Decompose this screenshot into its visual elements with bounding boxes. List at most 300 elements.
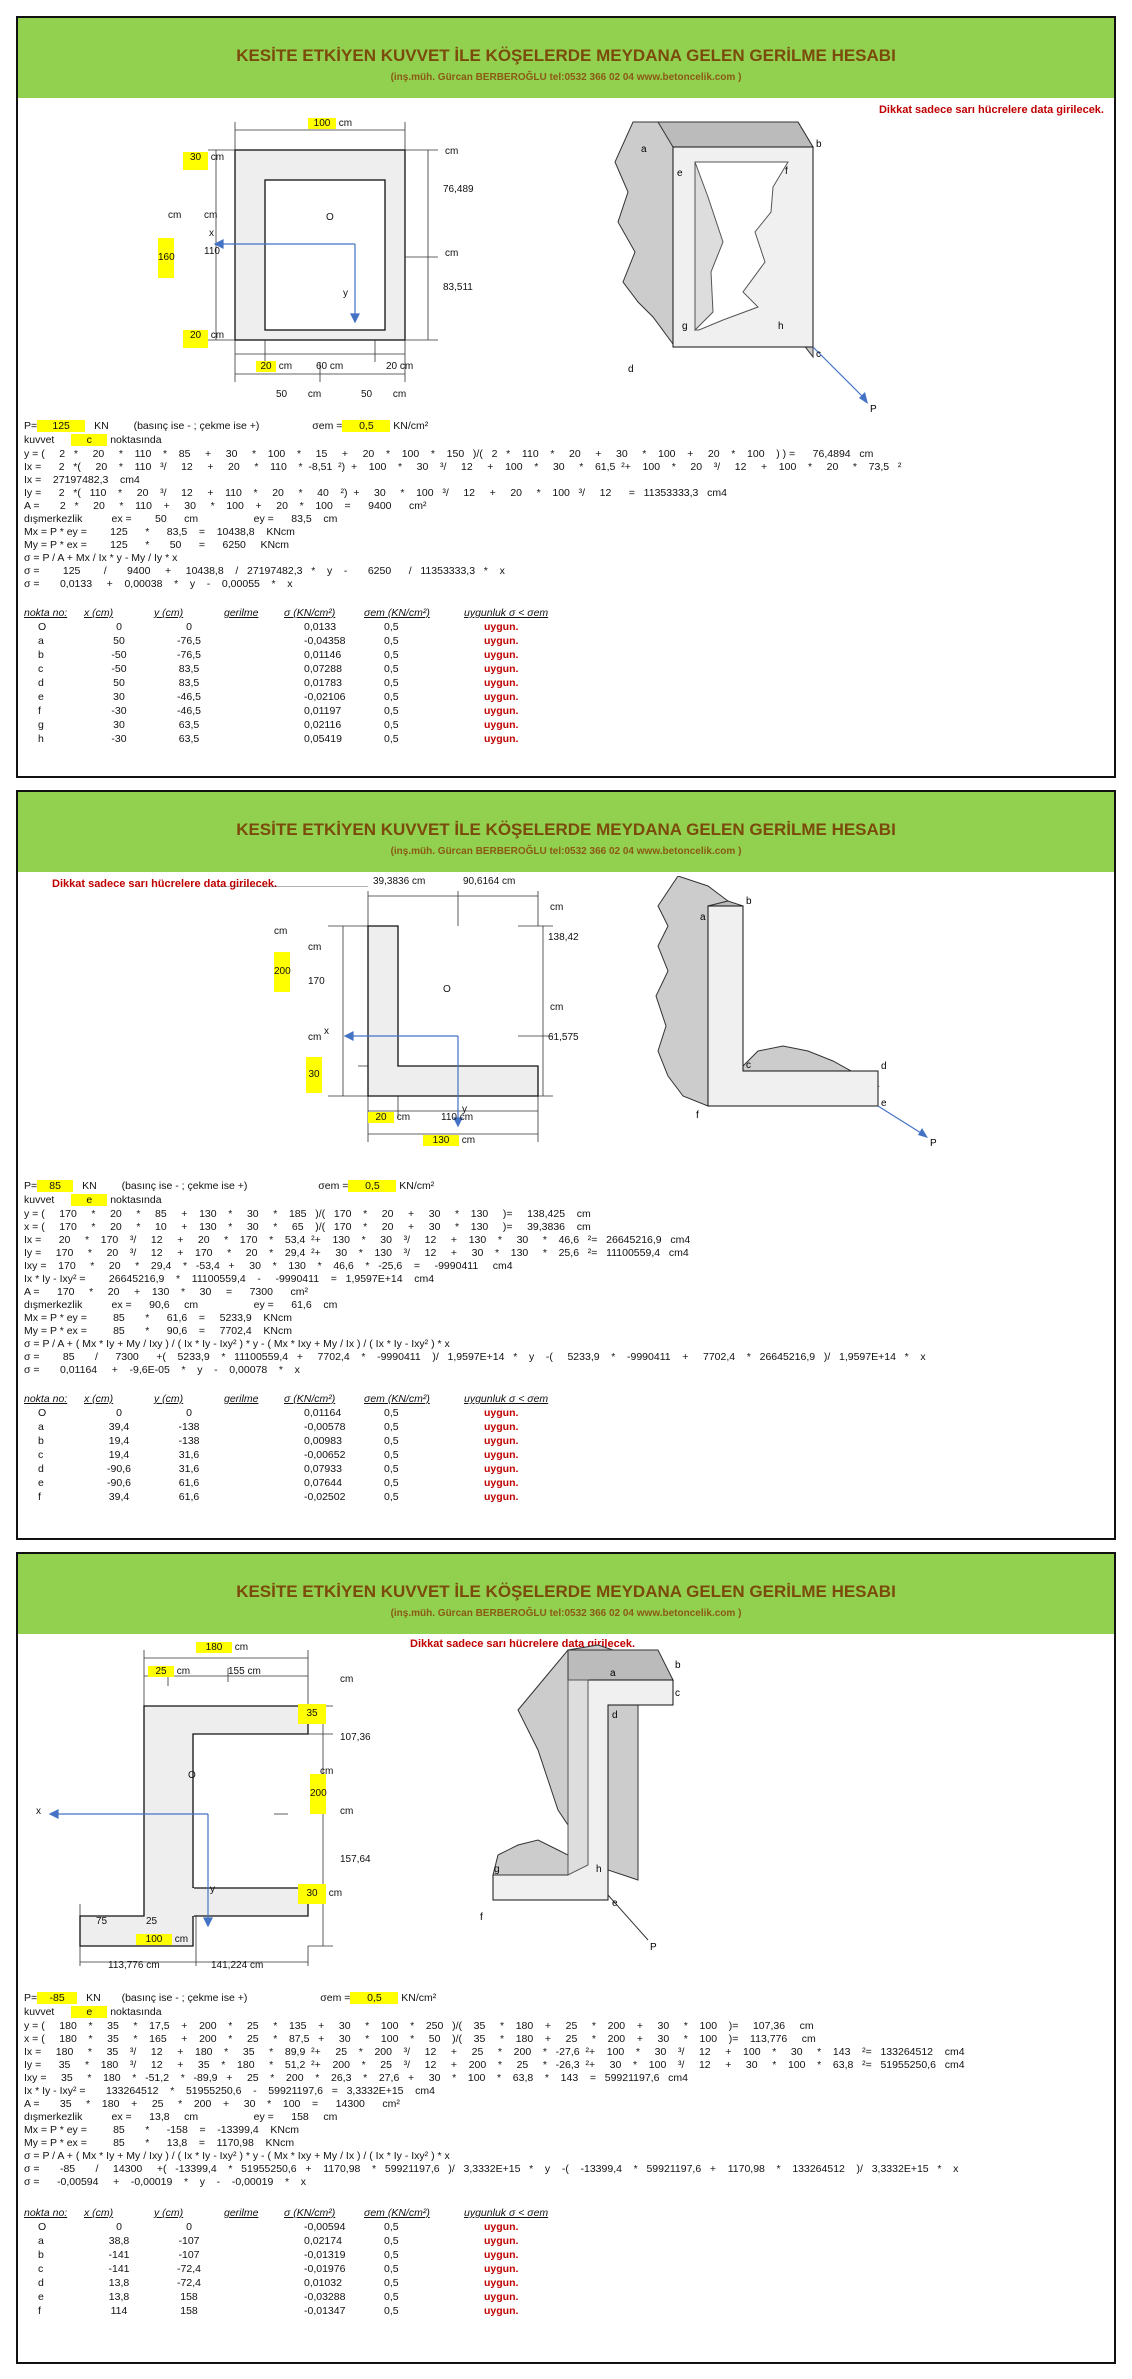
b-dim-110: 110	[441, 1112, 457, 1123]
unit-cm: cm	[176, 1666, 191, 1677]
calc-line: dışmerkezlik ex = 90,6 cm ey = 61,6 cm	[24, 1299, 338, 1311]
column-header: x (cm)	[84, 2207, 114, 2219]
svg-text:d: d	[612, 1710, 618, 1721]
calc-line: Ix = 20 * 170 ³/ 12 + 20 * 170 * 53,4 ²+ 130 * 30 ³/ 12 + 130 * 30 * 46,6 ²= 26645216,9 cm4	[24, 1234, 691, 1246]
table-cell: -0,00594	[304, 2221, 346, 2233]
table-cell: -138	[178, 1435, 200, 1447]
svg-text:a: a	[610, 1668, 616, 1679]
bot-right-wall-label: 20	[386, 361, 398, 372]
table-cell: 0,00983	[304, 1435, 342, 1447]
calc-line: Mx = P * ey = 125 * 83,5 = 10438,8 KNcm	[24, 526, 295, 538]
unit-cm: cm	[329, 361, 344, 372]
table-cell: -0,01347	[304, 2305, 346, 2317]
column-header: x (cm)	[84, 607, 114, 619]
table-cell: -0,04358	[304, 635, 346, 647]
sem-unit: KN/cm²	[393, 420, 429, 432]
unit-cm: cm	[278, 361, 293, 372]
table-cell: -30	[111, 705, 127, 717]
table-cell: c	[38, 2263, 44, 2275]
table-cell: -0,01319	[304, 2249, 346, 2261]
unit-cm: cm	[411, 876, 426, 887]
table-cell: 0,01783	[304, 677, 342, 689]
svg-text:h: h	[596, 1864, 602, 1875]
table-cell: uygun.	[484, 2221, 519, 2233]
table-row	[24, 2290, 564, 2304]
noktasinda-label: noktasında	[110, 2006, 162, 2018]
point-input[interactable]: c	[71, 434, 107, 446]
table-cell: 0,5	[384, 2263, 399, 2275]
table-row	[24, 662, 564, 676]
table-cell: uygun.	[484, 621, 519, 633]
table-row	[24, 1448, 564, 1462]
unit-cm: cm	[550, 902, 564, 913]
sem-input[interactable]: 0,5	[342, 420, 390, 432]
svg-text:d: d	[881, 1061, 887, 1072]
vert-dim-170: 170	[308, 976, 325, 987]
table-cell: uygun.	[484, 719, 519, 731]
svg-text:b: b	[746, 896, 752, 907]
unit-cm: cm	[399, 361, 414, 372]
table-cell: 19,4	[108, 1449, 130, 1461]
table-row	[24, 1406, 564, 1420]
svg-text:c: c	[816, 349, 821, 360]
table-row	[24, 648, 564, 662]
unit-cm: cm	[396, 1112, 411, 1123]
table-cell: uygun.	[484, 677, 519, 689]
section-3	[16, 1552, 1116, 2364]
calc-line: Mx = P * ey = 85 * 61,6 = 5233,9 KNcm	[24, 1312, 292, 1324]
section-1-banner	[18, 18, 1114, 98]
b-dim-113: 113,776	[108, 1960, 144, 1971]
point-input[interactable]: e	[71, 1194, 107, 1206]
table-cell: 114	[110, 2305, 128, 2317]
calc-line: Ix = 2 *( 20 * 110 ³/ 12 + 20 * 110 * -8,51 ²) + 100 * 30 ³/ 12 + 100 * 30 * 61,5 ²+ 100 * 20 ³/ 12 + 100 * 20 * 73,5 ²	[24, 461, 902, 473]
sem-label: σem =	[312, 420, 343, 432]
unit-cm: cm	[338, 118, 353, 129]
t-dim-2: 90,6164	[463, 876, 500, 887]
table-cell: 0,01032	[304, 2277, 342, 2289]
sem-label: σem =	[320, 1992, 351, 2004]
table-header-row	[24, 1392, 564, 1406]
bottom-flange-input[interactable]: 20	[183, 330, 208, 348]
noktasinda-label: noktasında	[110, 434, 162, 446]
l-section-drawing	[218, 886, 558, 1186]
table-cell: 0	[186, 2221, 192, 2233]
table-cell	[224, 2276, 284, 2290]
unit-cm: cm	[550, 1002, 564, 1013]
unit-cm: cm	[340, 1806, 354, 1817]
table-header-row	[24, 2206, 564, 2220]
calc-line: Iy = 35 * 180 ³/ 12 + 35 * 180 * 51,2 ²+ 200 * 25 ³/ 12 + 200 * 25 * -26,3 ²+ 30 * 100 ³/ 12 + 30 * 100 * 63,8 ²= 51955250,6 cm4	[24, 2059, 965, 2071]
warning-text: Dikkat sadece sarı hücrelere data girilecek.	[52, 878, 278, 890]
b-dim-141: 141,224	[211, 1960, 248, 1971]
unit-cm: cm	[445, 248, 459, 259]
table-row	[24, 1490, 564, 1504]
height-input[interactable]: 200	[274, 952, 290, 992]
column-header: gerilme	[224, 607, 259, 619]
table-cell: 0,07933	[304, 1463, 342, 1475]
table-cell: b	[38, 1435, 44, 1447]
table-cell	[224, 1476, 284, 1490]
p-input[interactable]: 125	[37, 420, 85, 432]
unit-cm: cm	[340, 1674, 354, 1685]
calc-line: My = P * ex = 125 * 50 = 6250 KNcm	[24, 539, 290, 551]
table-cell: a	[38, 1421, 44, 1433]
table-cell: 0	[116, 2221, 122, 2233]
r-dim-107: 107,36	[340, 1732, 371, 1743]
p-input[interactable]: -85	[37, 1992, 77, 2004]
point-input[interactable]: e	[71, 2006, 107, 2018]
table-row	[24, 2248, 564, 2262]
table-cell: 0,5	[384, 635, 399, 647]
calc-line: σ = -85 / 14300 +( -13399,4 * 51955250,6 + 1170,98 * 59921197,6 )/ 3,3332E+15 * y -( -13399,4 * 59921197,6 + 1170,98 * 133264512 )/ 3,3332E+15 * x	[24, 2163, 959, 2175]
table-cell: uygun.	[484, 2235, 519, 2247]
column-header: σ (KN/cm²)	[284, 2207, 336, 2219]
table-cell: 0,5	[384, 1421, 399, 1433]
table-cell: uygun.	[484, 2291, 519, 2303]
top-flange-input[interactable]: 30	[183, 152, 208, 170]
table-cell: 38,8	[108, 2235, 130, 2247]
table-cell: 0,5	[384, 2305, 399, 2317]
table-row	[24, 620, 564, 634]
b-dim-75: 75	[96, 1916, 108, 1927]
origin-label: O	[188, 1770, 196, 1781]
table-cell: 0,5	[384, 1477, 399, 1489]
calc-line: Ix * Iy - Ixy² = 26645216,9 * 11100559,4 - -9990411 = 1,9597E+14 cm4	[24, 1273, 435, 1285]
sem-unit: KN/cm²	[399, 1180, 435, 1192]
table-row	[24, 732, 564, 746]
calc-line: σ = 85 / 7300 +( 5233,9 * 11100559,4 + 7702,4 * -9990411 )/ 1,9597E+14 * y -( 5233,9 * -9990411 + 7702,4 * 26645216,9 )/ 1,9597E+14 * x	[24, 1351, 926, 1363]
height-input[interactable]: 200	[310, 1774, 326, 1814]
table-cell	[224, 2290, 284, 2304]
svg-text:P: P	[930, 1138, 937, 1149]
box-section-drawing	[148, 102, 478, 422]
table-cell	[224, 662, 284, 676]
table-cell	[224, 676, 284, 690]
calc-line: y = ( 180 * 35 * 17,5 + 200 * 25 * 135 + 30 * 100 * 250 )/( 35 * 180 + 25 * 200 + 30 * 100 )= 107,36 cm	[24, 2020, 814, 2032]
table-cell: uygun.	[484, 1435, 519, 1447]
table-cell: uygun.	[484, 635, 519, 647]
calc-line: Ix = 27197482,3 cm4	[24, 474, 140, 486]
svg-text:e: e	[677, 168, 683, 179]
table-cell: 0,5	[384, 663, 399, 675]
table-cell: 0,5	[384, 705, 399, 717]
unit-kn: KN	[82, 1180, 97, 1192]
p-label: P=	[24, 420, 38, 432]
section-2	[16, 790, 1116, 1540]
column-header: x (cm)	[84, 1393, 114, 1405]
table-cell: -30	[111, 733, 127, 745]
calc-line: Ix * Iy - Ixy² = 133264512 * 51955250,6 - 59921197,6 = 3,3332E+15 cm4	[24, 2085, 436, 2097]
calc-line: σ = -0,00594 + -0,00019 * y - -0,00019 * x	[24, 2176, 306, 2188]
origin-label: O	[443, 984, 451, 995]
svg-text:a: a	[641, 144, 647, 155]
table-cell: e	[38, 1477, 44, 1489]
table-cell	[224, 732, 284, 746]
svg-text:a: a	[700, 912, 706, 923]
bot-half-left: 50	[276, 389, 288, 400]
height-input[interactable]: 160	[158, 238, 174, 278]
bottom-flange-input[interactable]: 30	[298, 1884, 326, 1904]
table-cell: 0,5	[384, 2291, 399, 2303]
table-cell: uygun.	[484, 705, 519, 717]
table-cell: uygun.	[484, 691, 519, 703]
table-cell: 0,5	[384, 691, 399, 703]
table-cell	[224, 1448, 284, 1462]
table-cell: 0,01146	[304, 649, 342, 661]
r-dim-157: 157,64	[340, 1854, 371, 1865]
sem-input[interactable]: 0,5	[348, 1180, 396, 1192]
section-title: KESİTE ETKİYEN KUVVET İLE KÖŞELERDE MEYDANA GELEN GERİLME HESABI	[236, 820, 896, 839]
flange-input[interactable]: 30	[306, 1057, 322, 1093]
column-header: gerilme	[224, 2207, 259, 2219]
calc-line: dışmerkezlik ex = 13,8 cm ey = 158 cm	[24, 2111, 338, 2123]
sem-unit: KN/cm²	[401, 1992, 437, 2004]
table-row	[24, 2262, 564, 2276]
table-cell: -46,5	[177, 705, 201, 717]
table-cell	[224, 690, 284, 704]
column-header: gerilme	[224, 1393, 259, 1405]
table-cell: 30	[113, 719, 125, 731]
table-cell: 0	[186, 621, 192, 633]
svg-text:b: b	[816, 139, 822, 150]
table-cell: 0,5	[384, 2277, 399, 2289]
svg-text:h: h	[778, 321, 784, 332]
table-cell: b	[38, 649, 44, 661]
svg-text:f: f	[696, 1110, 699, 1121]
calc-line: Mx = P * ey = 85 * -158 = -13399,4 KNcm	[24, 2124, 299, 2136]
column-header: uygunluk σ < σem	[464, 2207, 549, 2219]
calc-line: Ix = 180 * 35 ³/ 12 + 180 * 35 * 89,9 ²+ 25 * 200 ³/ 12 + 25 * 200 * -27,6 ²+ 100 * 30 ³/ 12 + 100 * 30 * 143 ²= 133264512 cm4	[24, 2046, 965, 2058]
table-cell: 0,5	[384, 2249, 399, 2261]
kuvvet-label: kuvvet	[24, 1194, 55, 1206]
x-axis-label: x	[324, 1026, 329, 1037]
calc-line: σ = P / A + ( Mx * Iy + My / Ixy ) / ( Ix * Iy - Ixy² ) * y - ( Mx * Ixy + My / Ix ) / ( Ix * Iy - Ixy² ) * x	[24, 1338, 450, 1350]
bot-half-right: 50	[361, 389, 373, 400]
svg-text:c: c	[675, 1688, 680, 1699]
table-cell: e	[38, 691, 44, 703]
table-cell	[224, 704, 284, 718]
width-input[interactable]: 130	[423, 1135, 459, 1146]
table-cell: uygun.	[484, 1421, 519, 1433]
table-cell: -90,6	[107, 1463, 131, 1475]
table-cell: -107	[178, 2235, 200, 2247]
table-cell: e	[38, 2291, 44, 2303]
calc-line: Iy = 2 *( 110 * 20 ³/ 12 + 110 * 20 * 40 ²) + 30 * 100 ³/ 12 + 20 * 100 ³/ 12 = 11353333,3 cm4	[24, 487, 727, 499]
table-cell: -141	[108, 2249, 130, 2261]
p-input[interactable]: 85	[37, 1180, 73, 1192]
unit-cm: cm	[320, 1766, 334, 1777]
table-cell	[224, 1490, 284, 1504]
table-cell	[224, 2304, 284, 2318]
calc-line: y = ( 2 * 20 * 110 * 85 + 30 * 100 * 15 + 20 * 100 * 150 )/( 2 * 110 * 20 + 30 * 100 + 20 * 100 ) ) = 76,4894 cm	[24, 448, 874, 460]
section-subtitle: (inş.müh. Gürcan BERBEROĞLU tel:0532 366 02 04 www.betoncelik.com )	[390, 72, 742, 83]
table-cell: 0,5	[384, 733, 399, 745]
table-cell: uygun.	[484, 649, 519, 661]
table-cell: -46,5	[177, 691, 201, 703]
table-cell	[224, 2234, 284, 2248]
table-cell: 158	[180, 2291, 198, 2303]
table-cell: 83,5	[178, 677, 200, 689]
table-cell: 61,6	[178, 1477, 200, 1489]
table-cell: -0,00652	[304, 1449, 346, 1461]
bot-left-wall-input[interactable]: 20	[256, 361, 276, 372]
table-row	[24, 718, 564, 732]
table-cell: -76,5	[177, 635, 201, 647]
table-cell: uygun.	[484, 1477, 519, 1489]
calc-line: σ = P / A + Mx / Ix * y - My / Iy * x	[24, 552, 178, 564]
column-header: nokta no:	[24, 2207, 68, 2219]
table-cell: -72,4	[177, 2263, 201, 2275]
column-header: y (cm)	[154, 607, 184, 619]
table-cell: -138	[178, 1421, 200, 1433]
svg-text:b: b	[675, 1660, 681, 1671]
table-cell: a	[38, 635, 44, 647]
inner-height-label: 110	[204, 246, 220, 257]
table-cell	[224, 1406, 284, 1420]
z-isometric-drawing	[478, 1640, 788, 1970]
table-cell	[224, 2262, 284, 2276]
unit-kn: KN	[86, 1992, 101, 2004]
table-cell: d	[38, 677, 44, 689]
column-header: σem (KN/cm²)	[364, 607, 430, 619]
table-cell: 13,8	[108, 2277, 130, 2289]
sign-note: (basınç ise - ; çekme ise +)	[121, 1180, 248, 1192]
b-dim-25: 25	[146, 1916, 158, 1927]
table-row	[24, 2220, 564, 2234]
t-dim-155: 155	[228, 1666, 245, 1677]
table-cell: 0	[186, 1407, 192, 1419]
web-thk-input[interactable]: 20	[368, 1112, 394, 1123]
unit-cm: cm	[459, 1112, 474, 1123]
table-row	[24, 704, 564, 718]
calc-line: x = ( 180 * 35 * 165 + 200 * 25 * 87,5 + 30 * 100 * 50 )/( 35 * 180 + 25 * 200 + 30 * 100 )= 113,776 cm	[24, 2033, 816, 2045]
table-cell	[224, 634, 284, 648]
unit-cm: cm	[461, 1135, 476, 1146]
unit-cm: cm	[308, 1032, 322, 1043]
table-cell: uygun.	[484, 2263, 519, 2275]
table-cell: O	[38, 621, 47, 633]
table-cell: 63,5	[178, 719, 200, 731]
p-label: P=	[24, 1992, 38, 2004]
top-flange-input[interactable]: 35	[298, 1704, 326, 1724]
svg-text:P: P	[870, 404, 877, 415]
table-cell: 0,5	[384, 1463, 399, 1475]
table-cell: -90,6	[107, 1477, 131, 1489]
x-axis-label: x	[209, 228, 214, 239]
width-input[interactable]: 180	[196, 1642, 232, 1653]
table-cell: 0,05419	[304, 733, 342, 745]
table-cell: 31,6	[178, 1463, 200, 1475]
table-cell	[224, 2248, 284, 2262]
table-cell: -50	[111, 649, 127, 661]
calc-line: σ = 0,01164 + -9,6E-05 * y - 0,00078 * x	[24, 1364, 300, 1376]
table-cell: 0,5	[384, 2221, 399, 2233]
table-cell: 0	[116, 1407, 122, 1419]
calc-line: σ = 125 / 9400 + 10438,8 / 27197482,3 * y - 6250 / 11353333,3 * x	[24, 565, 505, 577]
sem-label: σem =	[318, 1180, 349, 1192]
table-cell: 61,6	[178, 1491, 200, 1503]
section-2-banner	[18, 792, 1114, 872]
table-cell: 0,07288	[304, 663, 342, 675]
sem-input[interactable]: 0,5	[350, 1992, 398, 2004]
table-cell: f	[38, 1491, 41, 1503]
table-header-row	[24, 606, 564, 620]
table-cell: 0,01164	[304, 1407, 342, 1419]
bot-inner-label: 60	[316, 361, 328, 372]
table-cell: 0,5	[384, 719, 399, 731]
table-row	[24, 2234, 564, 2248]
svg-text:g: g	[682, 321, 688, 332]
calc-line: x = ( 170 * 20 * 10 + 130 * 30 * 65 )/( 170 * 20 + 30 * 130 )= 39,3836 cm	[24, 1221, 591, 1233]
section-title: KESİTE ETKİYEN KUVVET İLE KÖŞELERDE MEYDANA GELEN GERİLME HESABI	[236, 46, 896, 65]
table-cell: uygun.	[484, 2305, 519, 2317]
unit-cm: cm	[274, 926, 288, 937]
table-cell	[224, 718, 284, 732]
unit-cm: cm	[174, 1934, 189, 1945]
y-axis-label: y	[343, 288, 348, 299]
table-cell: d	[38, 2277, 44, 2289]
svg-text:d: d	[628, 364, 634, 375]
unit-cm: cm	[308, 942, 322, 953]
table-cell: h	[38, 733, 44, 745]
table-cell: 50	[113, 677, 125, 689]
column-header: σem (KN/cm²)	[364, 1393, 430, 1405]
unit-cm: cm	[204, 210, 218, 221]
table-cell: uygun.	[484, 1449, 519, 1461]
table-cell: 31,6	[178, 1449, 200, 1461]
web-thk-input[interactable]: 25	[148, 1666, 174, 1677]
table-cell: 0,5	[384, 1435, 399, 1447]
section-title: KESİTE ETKİYEN KUVVET İLE KÖŞELERDE MEYDANA GELEN GERİLME HESABI	[236, 1582, 896, 1601]
table-cell: a	[38, 2235, 44, 2247]
unit-cm: cm	[392, 389, 407, 400]
svg-text:e: e	[612, 1898, 618, 1909]
r-dim-138: 138,42	[548, 932, 579, 943]
r-dim-61: 61,575	[548, 1032, 579, 1043]
unit-cm: cm	[445, 146, 459, 157]
unit-cm: cm	[210, 152, 225, 163]
table-cell: 39,4	[108, 1491, 130, 1503]
table-cell: 50	[113, 635, 125, 647]
table-cell: 0,02116	[304, 719, 342, 731]
section-3-banner	[18, 1554, 1114, 1634]
width-input[interactable]: 100	[308, 118, 336, 129]
section-1	[16, 16, 1116, 778]
kuvvet-label: kuvvet	[24, 2006, 55, 2018]
table-cell	[224, 648, 284, 662]
sign-note: (basınç ise - ; çekme ise +)	[121, 1992, 248, 2004]
unit-cm: cm	[249, 1960, 264, 1971]
column-header: uygunluk σ < σem	[464, 1393, 549, 1405]
noktasinda-label: noktasında	[110, 1194, 162, 1206]
calc-line: y = ( 170 * 20 * 85 + 130 * 30 * 185 )/( 170 * 20 + 30 * 130 )= 138,425 cm	[24, 1208, 591, 1220]
svg-text:e: e	[881, 1098, 887, 1109]
results-table	[24, 1392, 564, 1504]
calc-line: σ = 0,0133 + 0,00038 * y - 0,00055 * x	[24, 578, 293, 590]
table-cell: g	[38, 719, 44, 731]
bottom-width-input[interactable]: 100	[136, 1934, 172, 1945]
table-cell: uygun.	[484, 1491, 519, 1503]
table-cell: uygun.	[484, 1407, 519, 1419]
table-cell: 0,07644	[304, 1477, 342, 1489]
table-cell: 63,5	[178, 733, 200, 745]
table-cell: c	[38, 1449, 44, 1461]
column-header: σem (KN/cm²)	[364, 2207, 430, 2219]
table-cell: -50	[111, 663, 127, 675]
unit-cm: cm	[234, 1642, 249, 1653]
table-row	[24, 634, 564, 648]
